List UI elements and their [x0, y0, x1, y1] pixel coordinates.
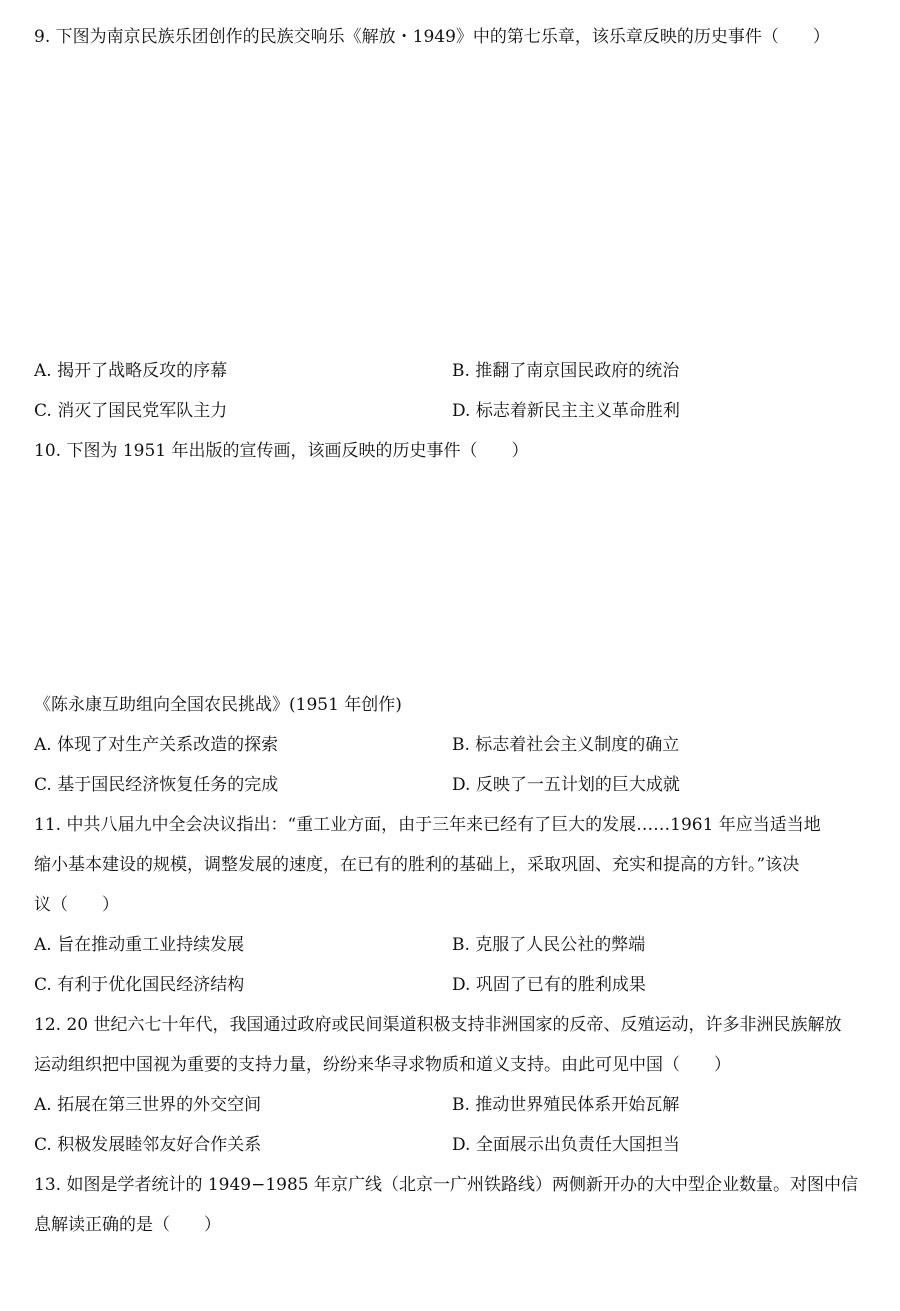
q11-option-a[interactable]: A. 旨在推动重工业持续发展 [34, 935, 245, 955]
q10-option-d[interactable]: D. 反映了一五计划的巨大成就 [452, 775, 680, 795]
q10-stem: 10. 下图为 1951 年出版的宣传画，该画反映的历史事件（ ） [34, 441, 529, 461]
q11-option-c[interactable]: C. 有利于优化国民经济结构 [34, 975, 245, 995]
q11-stem-line-1: 11. 中共八届九中全会决议指出：“重工业方面，由于三年来已经有了巨大的发展……1961 年应当适当地 [34, 815, 821, 835]
q11-option-d[interactable]: D. 巩固了已有的胜利成果 [452, 975, 646, 995]
q10-option-b[interactable]: B. 标志着社会主义制度的确立 [452, 735, 680, 755]
q13-stem-line-1: 13. 如图是学者统计的 1949−1985 年京广线（北京一广州铁路线）两侧新开办的大中型企业数量。对图中信 [34, 1175, 859, 1195]
q9-figure-area [34, 60, 864, 350]
q12-stem-line-2: 运动组织把中国视为重要的支持力量，纷纷来华寻求物质和道义支持。由此可见中国（ ） [34, 1055, 731, 1075]
q11-stem-line-3: 议（ ） [34, 895, 119, 915]
q9-option-c[interactable]: C. 消灭了国民党军队主力 [34, 401, 228, 421]
q10-option-c[interactable]: C. 基于国民经济恢复任务的完成 [34, 775, 279, 795]
q12-option-a[interactable]: A. 拓展在第三世界的外交空间 [34, 1095, 262, 1115]
q9-option-d[interactable]: D. 标志着新民主主义革命胜利 [452, 401, 680, 421]
q9-option-b[interactable]: B. 推翻了南京国民政府的统治 [452, 361, 680, 381]
q10-figure-area [34, 472, 864, 682]
q12-stem-line-1: 12. 20 世纪六七十年代，我国通过政府或民间渠道积极支持非洲国家的反帝、反殖运动，许多非洲民族解放 [34, 1015, 842, 1035]
q11-option-b[interactable]: B. 克服了人民公社的弊端 [452, 935, 646, 955]
q12-option-b[interactable]: B. 推动世界殖民体系开始瓦解 [452, 1095, 680, 1115]
q10-figure-caption: 《陈永康互助组向全国农民挑战》(1951 年创作) [34, 695, 402, 715]
q9-stem: 9. 下图为南京民族乐团创作的民族交响乐《解放・1949》中的第七乐章，该乐章反映的历史事件（ ） [34, 27, 830, 47]
q12-option-c[interactable]: C. 积极发展睦邻友好合作关系 [34, 1135, 262, 1155]
q10-option-a[interactable]: A. 体现了对生产关系改造的探索 [34, 735, 279, 755]
q9-option-a[interactable]: A. 揭开了战略反攻的序幕 [34, 361, 228, 381]
q13-stem-line-2: 息解读正确的是（ ） [34, 1215, 221, 1235]
q12-option-d[interactable]: D. 全面展示出负责任大国担当 [452, 1135, 680, 1155]
q11-stem-line-2: 缩小基本建设的规模，调整发展的速度，在已有的胜利的基础上，采取巩固、充实和提高的方针。”该决 [34, 855, 800, 875]
